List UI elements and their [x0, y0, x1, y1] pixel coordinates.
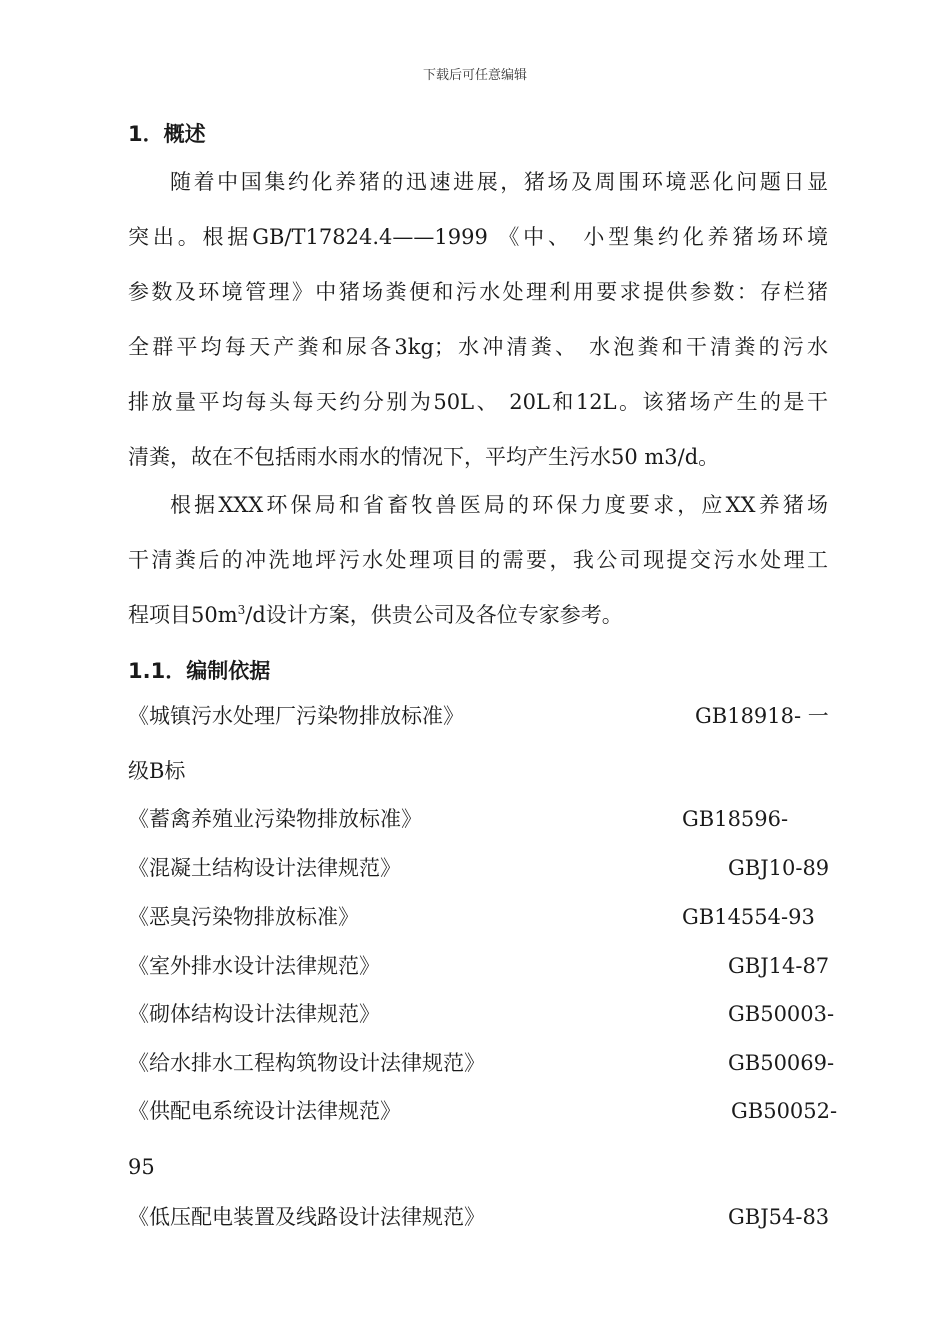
reference-title: 《恶臭污染物排放标准》	[128, 905, 359, 929]
text-line: 随着中国集约化养猪的迅速进展，猪场及周围环境恶化问题日显	[170, 170, 828, 194]
reference-title: 《给水排水工程构筑物设计法律规范》	[128, 1051, 485, 1075]
reference-title: 《室外排水设计法律规范》	[128, 954, 380, 978]
reference-row	[128, 804, 828, 834]
reference-code: GB50069-	[728, 1051, 835, 1075]
text-line: 突出。根据GB/T17824.4——1999 《中、 小型集约化养猪场环境	[128, 225, 828, 249]
section-heading-overview: 1．概述	[128, 122, 206, 146]
reference-code: GBJ10-89	[728, 856, 830, 880]
text-line: 干清粪后的冲洗地坪污水处理项目的需要，我公司现提交污水处理工	[128, 548, 828, 572]
reference-code: GB14554-93	[682, 905, 815, 929]
text-line: 清粪，故在不包括雨水雨水的情况下，平均产生污水50 m3/d。	[128, 445, 720, 469]
reference-title: 《城镇污水处理厂污染物排放标准》	[128, 704, 464, 728]
text-line-last	[128, 588, 828, 643]
reference-row	[128, 701, 828, 731]
reference-row	[128, 853, 828, 883]
reference-title: 《砌体结构设计法律规范》	[128, 1002, 380, 1026]
section-heading-basis: 1.1．编制依据	[128, 659, 271, 683]
reference-row	[128, 1048, 835, 1078]
reference-code: GBJ54-83	[728, 1205, 830, 1229]
reference-row	[128, 1096, 838, 1126]
reference-code: GBJ14-87	[728, 954, 830, 978]
reference-title: 《混凝土结构设计法律规范》	[128, 856, 401, 880]
superscript: 3	[237, 603, 246, 617]
reference-continuation: 95	[128, 1155, 155, 1179]
reference-code: GB50003-	[728, 1002, 835, 1026]
text-run: /d设计方案，供贵公司及各位专家参考。	[245, 603, 623, 627]
text-line: 参数及环境管理》中猪场粪便和污水处理利用要求提供参数：存栏猪	[128, 280, 828, 304]
text-line: 全群平均每天产粪和尿各3kg；水冲清粪、 水泡粪和干清粪的污水	[128, 335, 828, 359]
paragraph-overview-1	[128, 155, 828, 485]
text-line: 排放量平均每头每天约分别为50L、 20L和12L。该猪场产生的是干	[128, 390, 828, 414]
reference-row	[128, 902, 828, 932]
text-line: 根据XXX环保局和省畜牧兽医局的环保力度要求，应XX养猪场	[170, 493, 828, 517]
page-header: 下载后可任意编辑	[422, 68, 527, 83]
reference-continuation: 级B标	[128, 759, 186, 783]
reference-title: 《低压配电装置及线路设计法律规范》	[128, 1205, 485, 1229]
reference-code: GB50052-	[731, 1099, 838, 1123]
reference-title: 《供配电系统设计法律规范》	[128, 1099, 401, 1123]
reference-code: GB18918- 一	[695, 704, 829, 728]
reference-row	[128, 999, 835, 1029]
reference-row	[128, 951, 828, 981]
reference-code: GB18596-	[682, 807, 789, 831]
paragraph-overview-2	[128, 478, 828, 643]
reference-row	[128, 1202, 828, 1232]
reference-title: 《蓄禽养殖业污染物排放标准》	[128, 807, 422, 831]
text-run: 程项目50m	[128, 603, 238, 627]
